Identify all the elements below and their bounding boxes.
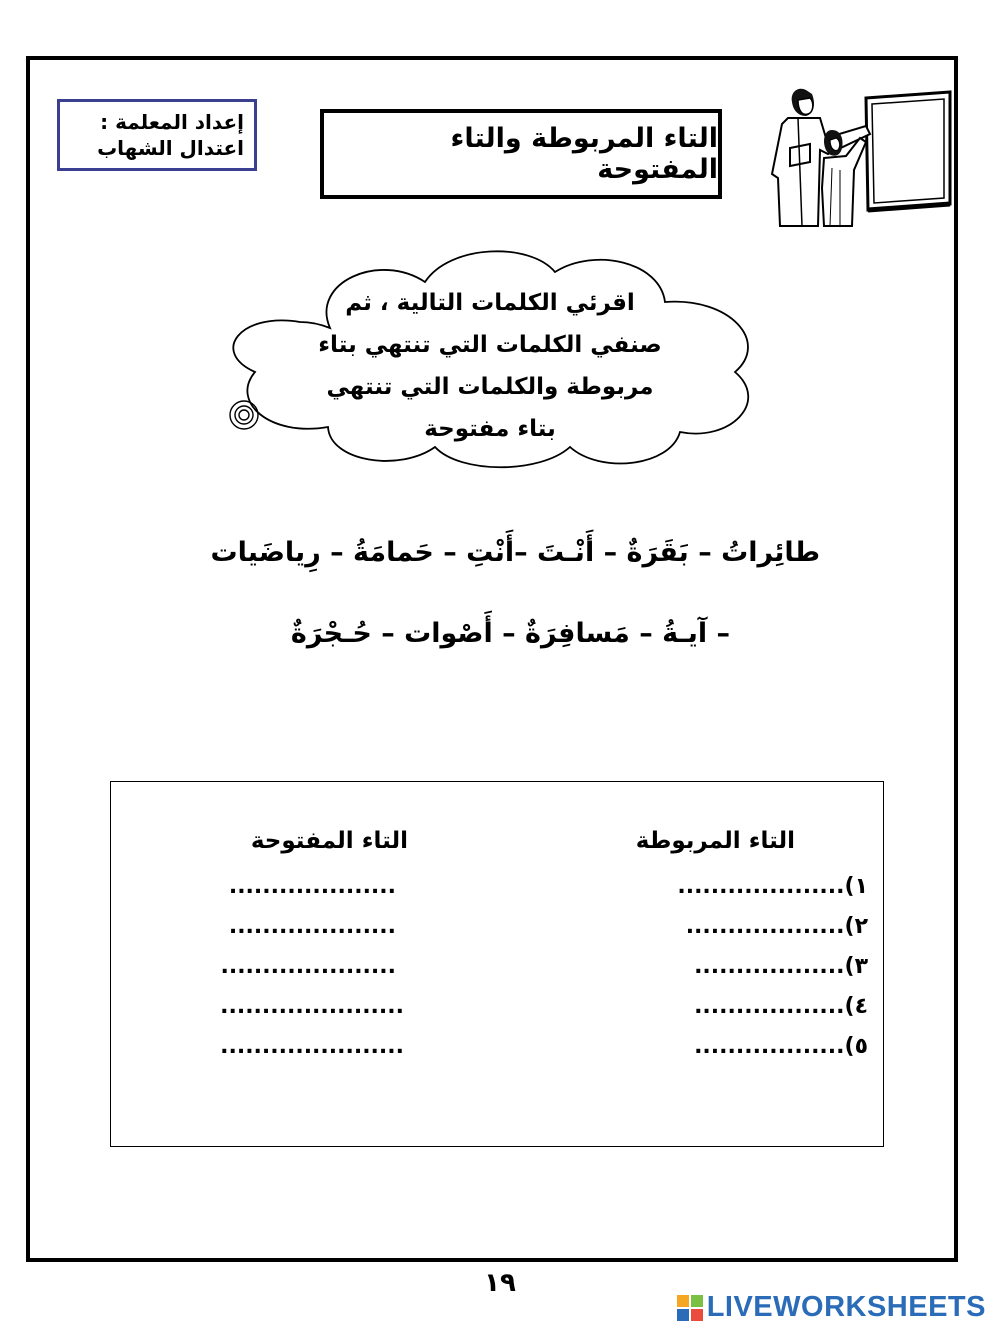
author-label: إعداد المعلمة : bbox=[100, 110, 244, 134]
answer-line-open-5[interactable]: ...................... bbox=[220, 1034, 404, 1059]
answer-line-tied-5[interactable]: ٥).................. bbox=[694, 1034, 868, 1059]
answer-line-tied-4[interactable]: ٤).................. bbox=[694, 994, 868, 1019]
instruction-text bbox=[270, 282, 710, 450]
brand-name: LIVEWORKSHEETS bbox=[706, 1291, 986, 1323]
header-tied-taa: التاء المربوطة bbox=[635, 828, 795, 854]
answer-line-open-4[interactable]: ...................... bbox=[220, 994, 404, 1019]
answer-line-open-1[interactable]: .................... bbox=[228, 874, 396, 899]
instruction-line: اقرئي الكلمات التالية ، ثم bbox=[345, 290, 635, 316]
answer-line-tied-2[interactable]: ٢)................... bbox=[685, 914, 868, 939]
answer-line-tied-3[interactable]: ٣).................. bbox=[694, 954, 868, 979]
answer-line-tied-1[interactable]: ١).................... bbox=[677, 874, 868, 899]
word-list-line-1: طائِراتُ – بَقَرَةٌ – أَنْـتَ –أَنْتِ – حَمامَةُ – رِياضَيات bbox=[210, 537, 820, 568]
header-open-taa: التاء المفتوحة bbox=[250, 828, 408, 854]
answer-line-open-2[interactable]: .................... bbox=[228, 914, 396, 939]
author-name: اعتدال الشهاب bbox=[97, 136, 244, 160]
page-number: ١٩ bbox=[484, 1268, 516, 1298]
brand-logo-icon bbox=[677, 1295, 703, 1321]
word-list-line-2: – آيـةُ – مَسافِرَةٌ – أَصْوات – حُـجْرَةٌ bbox=[290, 618, 730, 649]
instruction-line: بتاء مفتوحة bbox=[424, 416, 556, 442]
instruction-line: مربوطة والكلمات التي تنتهي bbox=[326, 374, 654, 400]
brand-watermark[interactable] bbox=[677, 1291, 986, 1324]
page-title: التاء المربوطة والتاء المفتوحة bbox=[450, 123, 718, 185]
instruction-line: صنفي الكلمات التي تنتهي بتاء bbox=[318, 332, 662, 358]
answer-line-open-3[interactable]: ..................... bbox=[220, 954, 396, 979]
title-box bbox=[320, 109, 722, 199]
teacher-student-illustration bbox=[768, 78, 958, 228]
author-box bbox=[57, 99, 257, 171]
